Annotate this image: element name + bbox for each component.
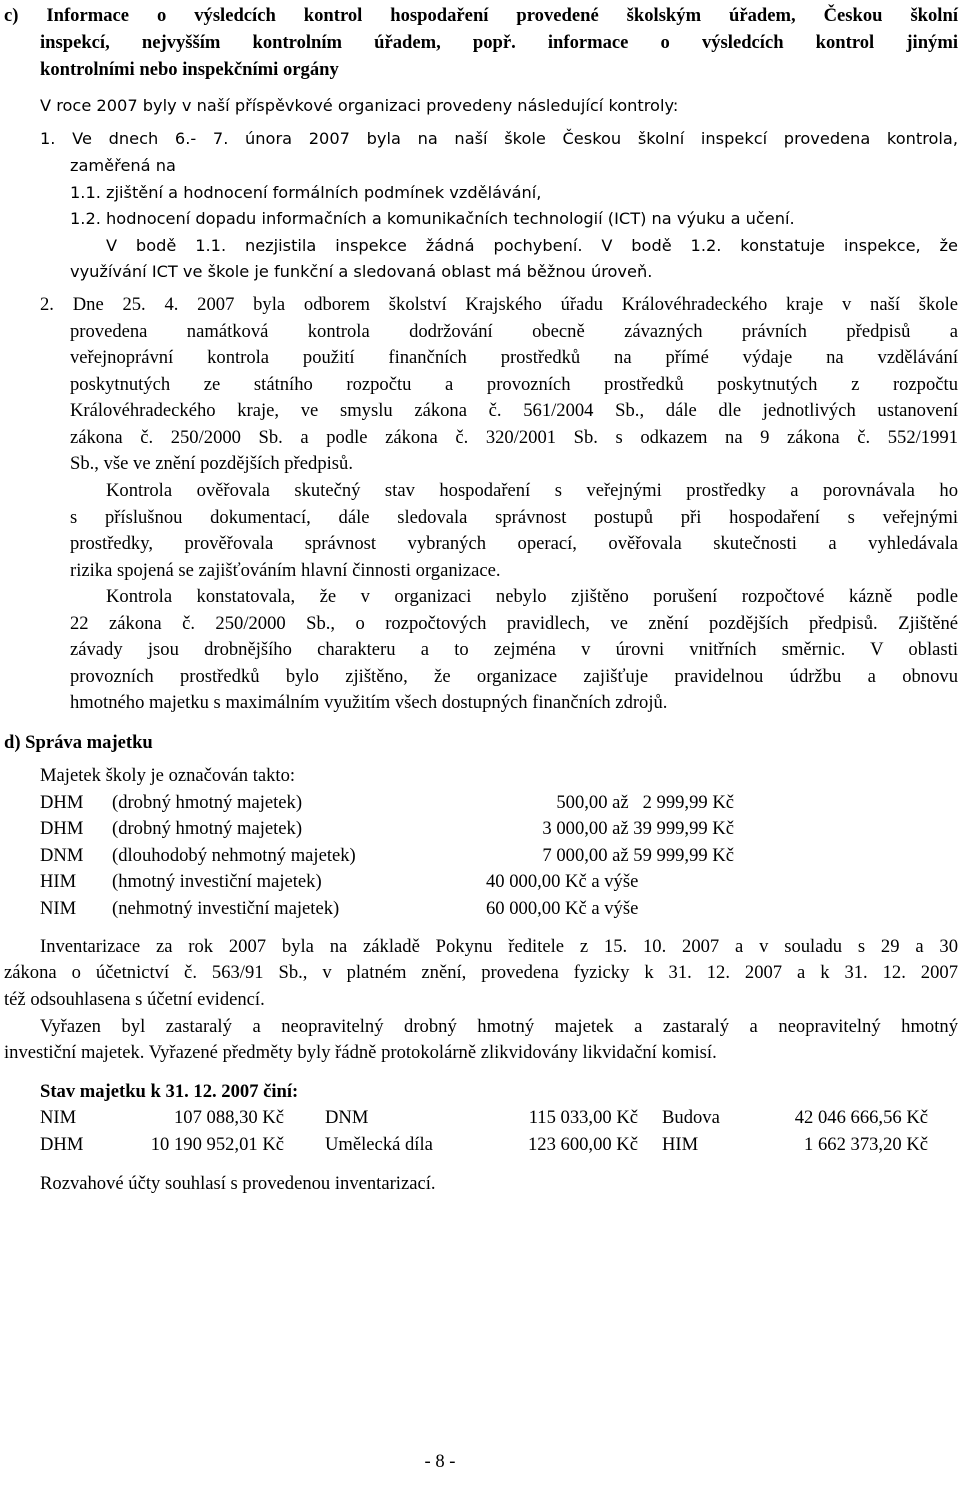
item2-line-7: Sb., vše ve znění pozdějších předpisů. [70,453,353,474]
disposal-line-1: Vyřazen byl zastaralý a neopravitelný drobný hmotný majetek a zastaralý a neopravitelný hmotný [40,1016,958,1037]
section-c-heading-line-3: kontrolními nebo inspekčními orgány [40,59,339,80]
item2-line-1: 2. Dne 25. 4. 2007 byla odborem školství Krajského úřadu Královéhradeckého kraje v naší škole [40,294,958,315]
asset-desc: (drobný hmotný majetek) [112,818,303,839]
section-c-heading-line-1: c) Informace o výsledcích kontrol hospodaření provedené školským úřadem, Českou školní [4,5,958,26]
item2-line-3: veřejnoprávní kontrola použití finančních prostředků na přímé výdaje na vzdělávání [70,347,958,368]
item2-line-16: hmotného majetku s maximálním využitím všech dostupných finančních zdrojů. [70,692,668,713]
asset-range: 40 000,00 Kč a výše [486,871,639,892]
asset-range: 60 000,00 Kč a výše [486,898,639,919]
inventory-line-1: Inventarizace za rok 2007 byla na základě Pokynu ředitele z 15. 10. 2007 a v souladu s 29 a 30 [40,936,958,957]
status-label: Umělecká díla [325,1134,433,1155]
asset-range: 3 000,00 až 39 999,99 Kč [542,818,734,839]
item2-line-10: prostředky, prověřovala správnost vybraných operací, ověřovala skutečnosti a vyhledávala [70,533,958,554]
status-value: 115 033,00 Kč [528,1107,638,1128]
item1-line-3: 1.1. zjištění a hodnocení formálních podmínek vzdělávání, [70,183,542,202]
section-d-heading: d) Správa majetku [4,732,153,753]
item2-line-4: poskytnutých ze státního rozpočtu a provozních prostředků poskytnutých z rozpočtu [70,374,958,395]
inventory-line-3: též odsouhlasena s účetní evidencí. [4,989,265,1010]
asset-range: 500,00 až 2 999,99 Kč [556,792,734,813]
page-number: - 8 - [424,1451,456,1472]
marking-intro: Majetek školy je označován takto: [40,765,296,786]
status-value: 10 190 952,01 Kč [150,1134,284,1155]
item1-line-1: 1. Ve dnech 6.- 7. února 2007 byla na naší škole Českou školní inspekcí provedena kontrola, [40,129,958,148]
asset-code: DHM [40,792,84,813]
item2-line-8: Kontrola ověřovala skutečný stav hospodaření s veřejnými prostředky a porovnávala ho [106,480,958,501]
asset-desc: (dlouhodobý nehmotný majetek) [112,845,356,866]
status-label: DHM [40,1134,84,1155]
item2-line-15: provozních prostředků bylo zjištěno, že organizace zajišťuje pravidelnou údržbu a obnovu [70,666,958,687]
disposal-line-2: investiční majetek. Vyřazené předměty byly řádně protokolárně zlikvidovány likvidační komisí. [4,1042,717,1063]
asset-desc: (drobný hmotný majetek) [112,792,303,813]
section-c-heading-line-2: inspekcí, nejvyšším kontrolním úřadem, popř. informace o výsledcích kontrol jinými [40,32,958,53]
asset-code: DNM [40,845,84,866]
status-label: NIM [40,1107,77,1128]
status-value: 123 600,00 Kč [527,1134,638,1155]
item2-line-14: závady jsou drobnějšího charakteru a to zejména v úrovni vnitřních směrnic. V oblasti [70,639,958,660]
item2-line-11: rizika spojená se zajišťováním hlavní činnosti organizace. [70,560,501,581]
item2-line-12: Kontrola konstatovala, že v organizaci nebylo zjištěno porušení rozpočtové kázně podle [106,586,958,607]
asset-code: HIM [40,871,77,892]
item2-line-13: 22 zákona č. 250/2000 Sb., o rozpočtových pravidlech, ve znění pozdějších předpisů. Zjištěné [70,613,958,634]
status-label: DNM [325,1107,369,1128]
closing-sentence: Rozvahové účty souhlasí s provedenou inventarizací. [40,1173,436,1194]
status-value: 107 088,30 Kč [173,1107,284,1128]
item1-line-6: využívání ICT ve škole je funkční a sledovaná oblast má běžnou úroveň. [70,262,653,281]
section-c-intro: V roce 2007 byly v naší příspěvkové organizaci provedeny následující kontroly: [40,96,679,115]
item2-line-6: zákona č. 250/2000 Sb. a podle zákona č. 320/2001 Sb. s odkazem na 9 zákona č. 552/1991 [70,427,958,448]
item2-line-2: provedena namátková kontrola dodržování obecně závazných právních předpisů a [70,321,958,342]
asset-range: 7 000,00 až 59 999,99 Kč [542,845,734,866]
item1-line-2: zaměřená na [70,156,176,175]
asset-code: DHM [40,818,84,839]
item1-line-4: 1.2. hodnocení dopadu informačních a komunikačních technologií (ICT) na výuku a učení. [70,209,795,228]
item1-line-5: V bodě 1.1. nezjistila inspekce žádná pochybení. V bodě 1.2. konstatuje inspekce, že [106,236,958,255]
asset-desc: (nehmotný investiční majetek) [112,898,340,919]
status-label: Budova [662,1107,720,1128]
asset-desc: (hmotný investiční majetek) [112,871,322,892]
status-heading: Stav majetku k 31. 12. 2007 činí: [40,1081,299,1102]
asset-code: NIM [40,898,77,919]
status-value: 42 046 666,56 Kč [794,1107,928,1128]
inventory-line-2: zákona o účetnictví č. 563/91 Sb., v platném znění, provedena fyzicky k 31. 12. 2007 a k 31. 12. 2007 [4,962,958,983]
status-label: HIM [662,1134,699,1155]
status-value: 1 662 373,20 Kč [804,1134,928,1155]
item2-line-9: s příslušnou dokumentací, dále sledovala správnost postupů při hospodaření s veřejnými [70,507,958,528]
item2-line-5: Královéhradeckého kraje, ve smyslu zákona č. 561/2004 Sb., dále dle jednotlivých ustanovení [70,400,958,421]
